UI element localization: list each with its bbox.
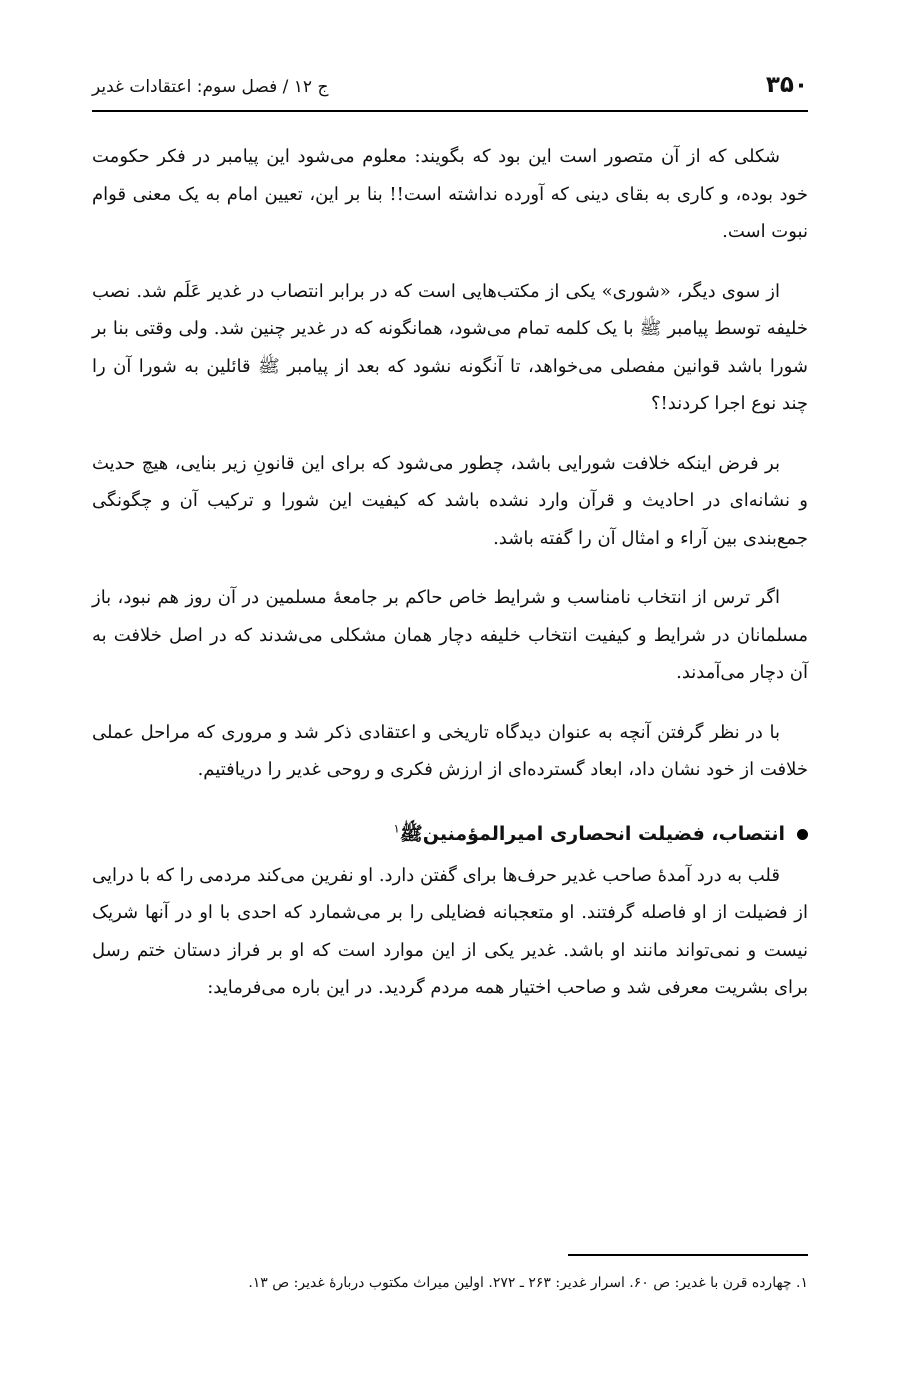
honorific-glyph: ﷺ: [399, 822, 423, 845]
footnote: ۱. چهارده قرن با غدیر: ص ۶۰. اسرار غدیر: ۲۶۳ ـ ۲۷۲. اولین میراث مکتوب دربارهٔ غدیر: ص ۱۳.: [248, 1275, 808, 1291]
section-heading: [92, 811, 808, 857]
section-heading-text: انتصاب، فضیلت انحصاری امیرالمؤمنین: [422, 822, 785, 845]
page-header: [92, 70, 808, 112]
body-paragraph: شکلی که از آن متصور است این بود که بگویند: معلوم می‌شود این پیامبر در فکر حکومت خود بوده، و کاری به بقای دینی که آورده نداشته است!! بنا بر این، تعیین امام به یک معنی قوام نبوت است.: [92, 146, 808, 242]
body-paragraph: بر فرض اینکه خلافت شورایی باشد، چطور می‌شود که برای این قانونِ زیر بنایی، هیچ حدیث و نشانه‌ای در احادیث و قرآن وارد نشده باشد که کیفیت این شورا و ترکیب آن و چگونگی جمع‌بندی بین آراء و امثال آن را گفته باشد.: [92, 452, 808, 549]
page-body: [92, 138, 808, 1007]
body-paragraph: از سوی دیگر، «شوری» یکی از مکتب‌هایی است که در برابر انتصاب در غدیر عَلَم شد. نصب خلیفه توسط پیامبر ﷺ با یک کلمه تمام می‌شود، همانگونه که در غدیر چنین شد. ولی وقتی بنا بر شورا باشد قوانین مفصلی می‌خواهد، تا آنگونه نشود که بعد از پیامبر ﷺ قائلین به شورا آن را چند نوع اجرا کردند!؟: [92, 280, 808, 414]
footnote-reference[interactable]: ۱: [393, 821, 400, 836]
body-paragraph: اگر ترس از انتخاب نامناسب و شرایط خاص حاکم بر جامعهٔ مسلمین در آن روز هم نبود، باز مسلمانان در شرایط و کیفیت انتخاب خلیفه دچار همان مشکلی می‌شدند که در اصل خلافت به آن دچار می‌آمدند.: [92, 587, 808, 683]
running-title: ج ۱۲ / فصل سوم: اعتقادات غدیر: [92, 77, 329, 97]
page-number: ۳۵۰: [765, 72, 808, 98]
section-paragraph: قلب به درد آمدهٔ صاحب غدیر حرف‌ها برای گفتن دارد. او نفرین می‌کند مردمی را که با درایی از فضیلت از او فاصله گرفتند. او متعجبانه فضایلی را بر می‌شمارد که احدی با او در آنها شریک نیست و نمی‌تواند مانند او باشد. غدیر یکی از این موارد است که او بر فراز دستان ختم رسل برای بشریت معرفی شد و صاحب اختیار همه مردم گردید. در این باره می‌فرماید:: [92, 864, 808, 998]
footnote-divider: [568, 1254, 808, 1256]
bullet-icon: [797, 829, 808, 840]
body-paragraph: با در نظر گرفتن آنچه به عنوان دیدگاه تاریخی و اعتقادی ذکر شد و مروری که مراحل عملی خلافت از خود نشان داد، ابعاد گسترده‌ای از ارزش فکری و روحی غدیر را دریافتیم.: [92, 721, 808, 780]
